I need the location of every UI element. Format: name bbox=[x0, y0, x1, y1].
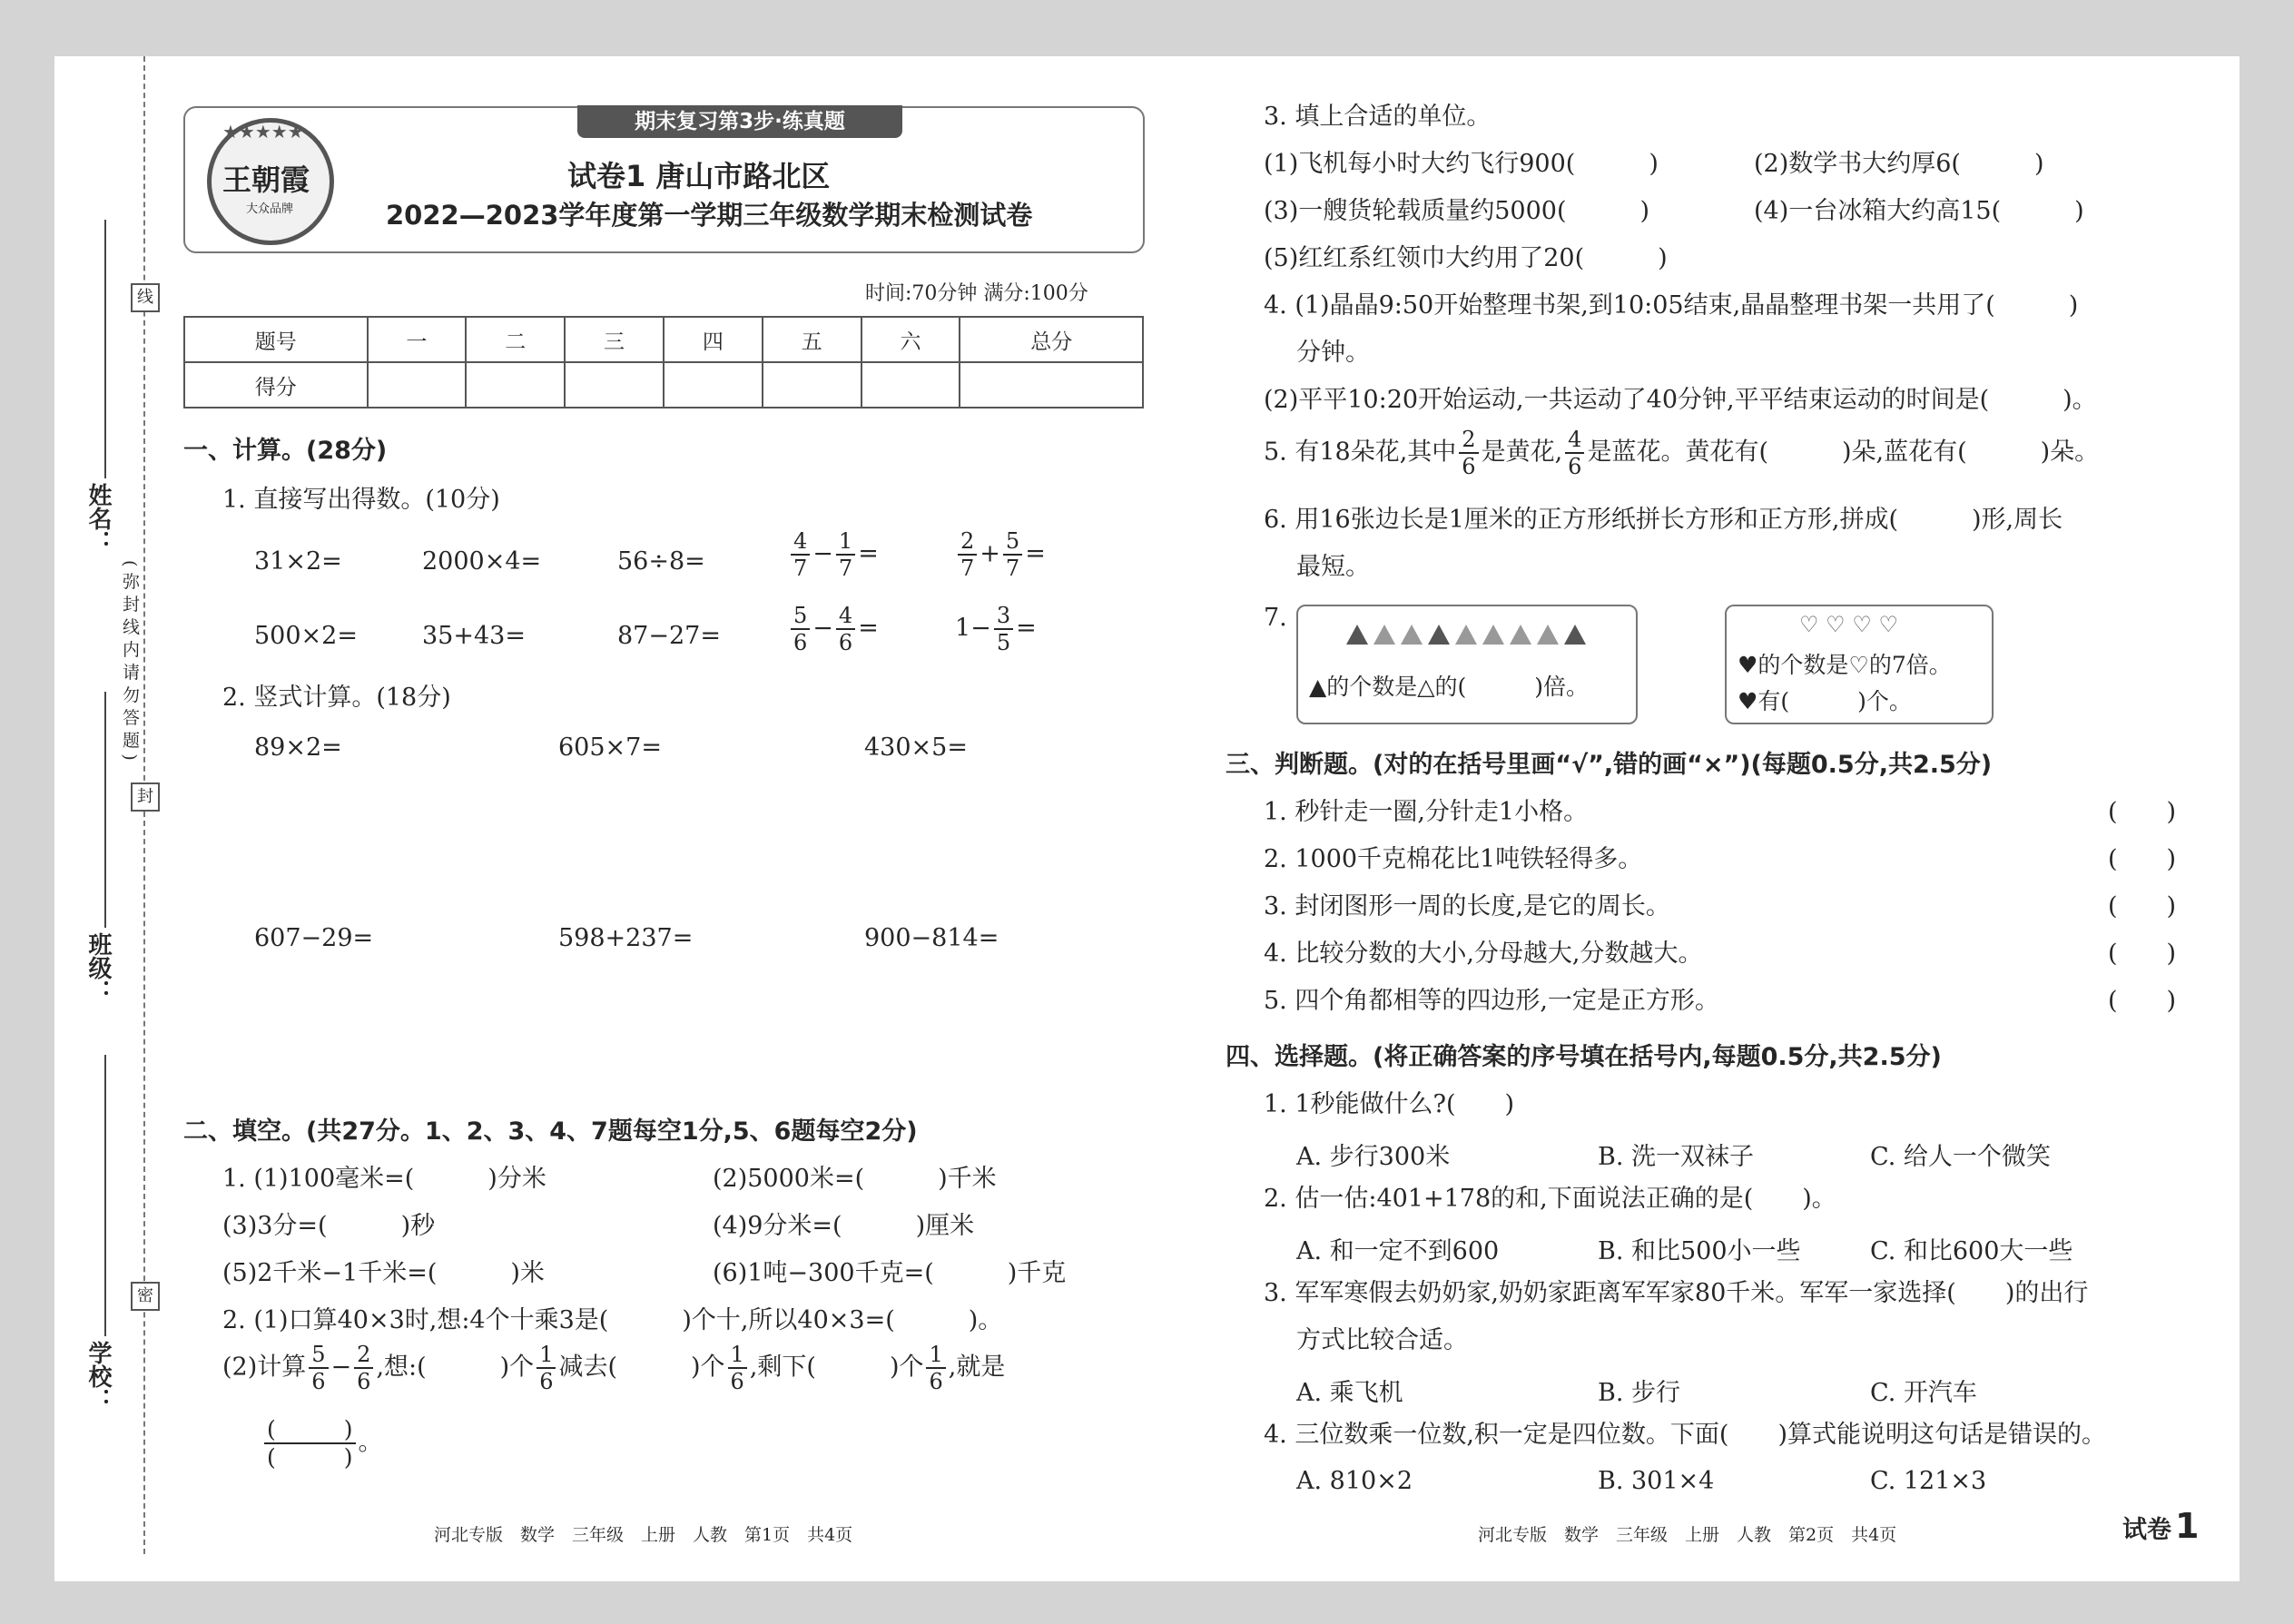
seal-fold-text: 封 bbox=[137, 787, 153, 806]
choice-option[interactable]: B. 和比500小一些 bbox=[1598, 1237, 1801, 1265]
exam-sheet bbox=[54, 56, 2240, 1581]
filled-triangle-icon bbox=[1455, 625, 1477, 645]
denominator: 7 bbox=[1005, 556, 1020, 581]
choice-option[interactable]: C. 121×3 bbox=[1870, 1467, 1987, 1495]
fill-item: (3)3分=( )秒 bbox=[222, 1212, 436, 1240]
denominator: 6 bbox=[539, 1369, 554, 1394]
operator: − bbox=[330, 1353, 352, 1382]
badge-text: 期末复习第3步·练真题 bbox=[635, 110, 845, 133]
heart-icon: ♡ bbox=[1852, 612, 1872, 637]
text: 减去( )个 bbox=[558, 1353, 725, 1382]
denominator: 6 bbox=[793, 630, 808, 655]
choice-option[interactable]: C. 给人一个微笑 bbox=[1870, 1143, 2051, 1171]
score-header-cell: 一 bbox=[368, 317, 467, 362]
equals: = bbox=[1016, 614, 1037, 643]
calc-item: 2000×4= bbox=[422, 547, 542, 576]
fill-item: (4)9分米=( )厘米 bbox=[713, 1212, 975, 1240]
score-cell[interactable] bbox=[763, 362, 861, 408]
paper-number: 1 bbox=[2175, 1506, 2200, 1546]
time-info: 时间:70分钟 满分:100分 bbox=[865, 282, 1088, 305]
denominator: 7 bbox=[838, 556, 853, 581]
name-input-line[interactable] bbox=[104, 220, 106, 478]
prefix: 1− bbox=[955, 614, 991, 643]
calc-fraction-item: $\frac{2}{7}$ + $\frac{5}{7}$ = bbox=[955, 530, 1046, 579]
calc-item: 500×2= bbox=[254, 622, 358, 650]
score-header-cell: 二 bbox=[466, 317, 565, 362]
exam-subtitle: 2022—2023学年度第一学期三年级数学期末检测试卷 bbox=[386, 200, 1033, 231]
choice-option[interactable]: C. 和比600大一些 bbox=[1870, 1237, 2073, 1265]
brand-logo bbox=[207, 118, 334, 245]
text: (2)计算 bbox=[222, 1353, 307, 1382]
judge-item: 2. 1000千克棉花比1吨铁轻得多。 bbox=[1264, 845, 1643, 873]
outline-triangle-icon bbox=[1428, 625, 1450, 645]
class-label: 班级： bbox=[84, 932, 112, 1003]
unit-item: (4)一台冰箱大约高15( ) bbox=[1754, 197, 2084, 225]
fraction bbox=[1565, 428, 1584, 477]
denominator: 6 bbox=[357, 1369, 371, 1394]
denominator: 6 bbox=[1462, 454, 1476, 479]
denominator: 6 bbox=[311, 1369, 326, 1394]
text: 是蓝花。黄花有( )朵,蓝花有( )朵。 bbox=[1587, 438, 2100, 467]
filled-triangle-icon bbox=[1537, 625, 1559, 645]
operator: − bbox=[812, 614, 833, 643]
time-question-cont: 分钟。 bbox=[1296, 339, 1370, 367]
flower-question bbox=[1264, 428, 2099, 477]
section4-title: 四、选择题。(将正确答案的序号填在括号内,每题0.5分,共2.5分) bbox=[1226, 1043, 1942, 1071]
section1-title: 一、计算。(28分) bbox=[183, 437, 388, 465]
denominator: 6 bbox=[838, 630, 853, 655]
score-header-row bbox=[184, 317, 1143, 362]
fraction bbox=[309, 1343, 328, 1393]
footer-left: 河北专版 数学 三年级 上册 人教 第1页 共4页 bbox=[434, 1525, 853, 1545]
calc-item: 35+43= bbox=[422, 622, 526, 650]
triangle-row bbox=[1344, 625, 1589, 648]
numerator: 1 bbox=[836, 530, 855, 556]
text: ,想:( )个 bbox=[376, 1353, 535, 1382]
choice-option[interactable]: A. 和一定不到600 bbox=[1296, 1237, 1500, 1265]
score-cell[interactable] bbox=[861, 362, 960, 408]
judge-item: 5. 四个角都相等的四边形,一定是正方形。 bbox=[1264, 987, 1719, 1015]
calc-item: 56÷8= bbox=[617, 547, 705, 576]
score-header-cell: 六 bbox=[861, 317, 960, 362]
header-badge bbox=[577, 105, 902, 138]
denominator: 5 bbox=[996, 630, 1011, 655]
score-header-cell: 题号 bbox=[184, 317, 368, 362]
judge-paren[interactable]: ( ) bbox=[2108, 892, 2177, 920]
judge-item: 4. 比较分数的大小,分母越大,分数越大。 bbox=[1264, 940, 1703, 968]
denominator: 6 bbox=[730, 1369, 744, 1394]
numerator: 1 bbox=[926, 1343, 945, 1369]
score-header-cell: 四 bbox=[664, 317, 763, 362]
fraction bbox=[791, 605, 810, 654]
fraction bbox=[1003, 530, 1022, 579]
school-label: 学校： bbox=[84, 1341, 112, 1412]
denominator-blank: ( ) bbox=[267, 1444, 353, 1471]
choice-option[interactable]: B. 301×4 bbox=[1598, 1467, 1715, 1495]
numerator: 3 bbox=[994, 605, 1013, 630]
outline-triangle-icon bbox=[1346, 625, 1368, 645]
heart-question-2: ♥有( )个。 bbox=[1738, 688, 1912, 714]
fill-fraction-item bbox=[222, 1343, 1005, 1393]
numerator: 1 bbox=[537, 1343, 556, 1369]
numerator: 4 bbox=[1565, 428, 1584, 454]
choice-question: 1. 1秒能做什么?( ) bbox=[1264, 1090, 1515, 1118]
text: ,就是 bbox=[948, 1353, 1006, 1382]
score-cell[interactable] bbox=[960, 362, 1143, 408]
score-row bbox=[184, 362, 1143, 408]
operator: − bbox=[812, 539, 833, 568]
time-question: (2)平平10:20开始运动,一共运动了40分钟,平平结束运动的时间是( )。 bbox=[1264, 386, 2097, 414]
calc-mixed-item bbox=[955, 605, 1037, 654]
fraction bbox=[926, 1343, 945, 1393]
fraction bbox=[1459, 428, 1478, 477]
filled-triangle-icon bbox=[1401, 625, 1423, 645]
fraction bbox=[354, 1343, 373, 1393]
denominator: 7 bbox=[793, 556, 808, 581]
outline-triangle-icon bbox=[1564, 625, 1586, 645]
numerator: 5 bbox=[791, 605, 810, 630]
brand-name: 王朝霞 bbox=[222, 162, 310, 197]
unit-item: (2)数学书大约厚6( ) bbox=[1754, 150, 2044, 178]
triangle-question: ▲的个数是△的( )倍。 bbox=[1309, 674, 1589, 700]
square-question: 6. 用16张边长是1厘米的正方形纸拼长方形和正方形,拼成( )形,周长 bbox=[1264, 506, 2063, 534]
answer-fraction-blank[interactable] bbox=[261, 1418, 383, 1469]
vertical-calc-item: 430×5= bbox=[864, 733, 968, 762]
judge-paren[interactable]: ( ) bbox=[2108, 845, 2177, 873]
fraction bbox=[728, 1343, 747, 1393]
fill-item: (5)2千米−1千米=( )米 bbox=[222, 1259, 545, 1287]
numerator: 4 bbox=[791, 530, 810, 556]
calc-item: 31×2= bbox=[254, 547, 342, 576]
fill-item: (6)1吨−300千克=( )千克 bbox=[713, 1259, 1067, 1287]
score-table bbox=[183, 316, 1144, 408]
heart-icon: ♡ bbox=[1799, 612, 1819, 637]
choice-option[interactable]: A. 乘飞机 bbox=[1296, 1379, 1403, 1407]
fill-item: 2. (1)口算40×3时,想:4个十乘3是( )个十,所以40×3=( )。 bbox=[222, 1306, 1003, 1334]
vertical-calc-item: 605×7= bbox=[558, 733, 662, 762]
seal-line-text: 线 bbox=[137, 288, 153, 307]
operator: + bbox=[980, 539, 1000, 568]
choice-question: 3. 军军寒假去奶奶家,奶奶家距离军军家80千米。军军一家选择( )的出行 bbox=[1264, 1279, 2089, 1307]
vertical-calc-item: 598+237= bbox=[558, 924, 694, 952]
numerator: 2 bbox=[1459, 428, 1478, 454]
numerator: 1 bbox=[728, 1343, 747, 1369]
filled-triangle-icon bbox=[1373, 625, 1395, 645]
choice-option[interactable]: A. 810×2 bbox=[1296, 1467, 1413, 1495]
choice-option[interactable]: A. 步行300米 bbox=[1296, 1143, 1451, 1171]
score-cell[interactable] bbox=[565, 362, 664, 408]
vertical-calc-item: 607−29= bbox=[254, 924, 374, 952]
numerator: 5 bbox=[309, 1343, 328, 1369]
score-header-cell: 总分 bbox=[960, 317, 1143, 362]
judge-paren[interactable]: ( ) bbox=[2108, 940, 2177, 968]
section3-title: 三、判断题。(对的在括号里画“√”,错的画“×”)(每题0.5分,共2.5分) bbox=[1226, 751, 1993, 779]
fraction bbox=[791, 530, 810, 579]
calc-item: 87−27= bbox=[617, 622, 721, 650]
numerator: 2 bbox=[354, 1343, 373, 1369]
footer-right: 河北专版 数学 三年级 上册 人教 第2页 共4页 bbox=[1478, 1525, 1897, 1545]
score-header-cell: 五 bbox=[763, 317, 861, 362]
unit-item: (3)一艘货轮载质量约5000( ) bbox=[1264, 197, 1650, 225]
fraction bbox=[994, 605, 1013, 654]
exam-title: 试卷1 唐山市路北区 bbox=[567, 159, 831, 193]
numerator: 4 bbox=[836, 605, 855, 630]
triangle-box bbox=[1296, 605, 1638, 724]
fill-item: 1. (1)100毫米=( )分米 bbox=[222, 1165, 546, 1193]
choice-option[interactable]: C. 开汽车 bbox=[1870, 1379, 1977, 1407]
filled-triangle-icon bbox=[1482, 625, 1504, 645]
score-cell[interactable] bbox=[368, 362, 467, 408]
school-input-line[interactable] bbox=[104, 1055, 106, 1336]
numerator: 2 bbox=[958, 530, 977, 556]
judge-item: 3. 封闭图形一周的长度,是它的周长。 bbox=[1264, 892, 1670, 920]
score-row-label: 得分 bbox=[184, 362, 368, 408]
brand-subtitle: 大众品牌 bbox=[246, 202, 294, 216]
judge-paren[interactable]: ( ) bbox=[2108, 798, 2177, 826]
class-input-line[interactable] bbox=[104, 692, 106, 928]
choice-option[interactable]: B. 步行 bbox=[1598, 1379, 1681, 1407]
unit-item: (5)红红系红领巾大约用了20( ) bbox=[1264, 244, 1668, 272]
seal-line-marker bbox=[131, 283, 160, 312]
score-header-cell: 三 bbox=[565, 317, 664, 362]
name-label: 姓名： bbox=[84, 483, 112, 554]
seal-dense-text: 密 bbox=[137, 1286, 153, 1305]
text: 是黄花, bbox=[1481, 438, 1563, 467]
unit-item: (1)飞机每小时大约飞行900( ) bbox=[1264, 150, 1659, 178]
choice-question-cont: 方式比较合适。 bbox=[1296, 1326, 1468, 1354]
seal-dense-marker bbox=[131, 1282, 160, 1311]
choice-option[interactable]: B. 洗一双袜子 bbox=[1598, 1143, 1755, 1171]
s1-q1-title: 1. 直接写出得数。(10分) bbox=[222, 486, 500, 514]
heart-icon: ♡ bbox=[1826, 612, 1846, 637]
judge-item: 1. 秒针走一圈,分针走1小格。 bbox=[1264, 798, 1589, 826]
paper-label bbox=[2122, 1506, 2200, 1546]
calc-fraction-item: $\frac{5}{6}$ − $\frac{4}{6}$ = bbox=[788, 605, 879, 654]
fraction bbox=[264, 1418, 356, 1469]
fraction bbox=[836, 605, 855, 654]
calc-fraction-item: $\frac{4}{7}$ − $\frac{1}{7}$ = bbox=[788, 530, 879, 579]
filled-triangle-icon bbox=[1510, 625, 1531, 645]
brand-stars-icon: ★★★★★ bbox=[222, 121, 304, 143]
denominator: 6 bbox=[1568, 454, 1582, 479]
q7-number: 7. bbox=[1264, 604, 1287, 632]
choice-question: 4. 三位数乘一位数,积一定是四位数。下面( )算式能说明这句话是错误的。 bbox=[1264, 1421, 2106, 1449]
score-cell[interactable] bbox=[664, 362, 763, 408]
square-question-cont: 最短。 bbox=[1296, 553, 1370, 581]
seal-fold-marker bbox=[131, 782, 160, 812]
heart-icon: ♡ bbox=[1878, 612, 1898, 637]
denominator: 6 bbox=[929, 1369, 943, 1394]
fill-item: (2)5000米=( )千米 bbox=[713, 1165, 997, 1193]
vertical-calc-item: 89×2= bbox=[254, 733, 342, 762]
s1-q2-title: 2. 竖式计算。(18分) bbox=[222, 684, 451, 712]
text: ,剩下( )个 bbox=[749, 1353, 924, 1382]
paper-label-text: 试卷 bbox=[2122, 1516, 2171, 1544]
choice-question: 2. 估一估:401+178的和,下面说法正确的是( )。 bbox=[1264, 1185, 1836, 1213]
s2-q3-title: 3. 填上合适的单位。 bbox=[1264, 103, 1492, 131]
judge-paren[interactable]: ( ) bbox=[2108, 987, 2177, 1015]
text: 。 bbox=[358, 1428, 383, 1457]
section2-title: 二、填空。(共27分。1、2、3、4、7题每空1分,5、6题每空2分) bbox=[183, 1117, 918, 1146]
fraction bbox=[537, 1343, 556, 1393]
numerator-blank: ( ) bbox=[264, 1418, 356, 1444]
fraction bbox=[958, 530, 977, 579]
no-answer-note: (弥封线内请勿答题) bbox=[118, 560, 143, 766]
numerator: 5 bbox=[1003, 530, 1022, 556]
heart-box bbox=[1725, 605, 1994, 724]
denominator: 7 bbox=[960, 556, 975, 581]
text: 5. 有18朵花,其中 bbox=[1264, 438, 1457, 467]
fraction bbox=[836, 530, 855, 579]
vertical-calc-item: 900−814= bbox=[864, 924, 999, 952]
heart-row bbox=[1799, 612, 1898, 637]
score-cell[interactable] bbox=[466, 362, 565, 408]
time-question: 4. (1)晶晶9:50开始整理书架,到10:05结束,晶晶整理书架一共用了( ) bbox=[1264, 291, 2079, 320]
heart-question-1: ♥的个数是♡的7倍。 bbox=[1738, 652, 1952, 678]
